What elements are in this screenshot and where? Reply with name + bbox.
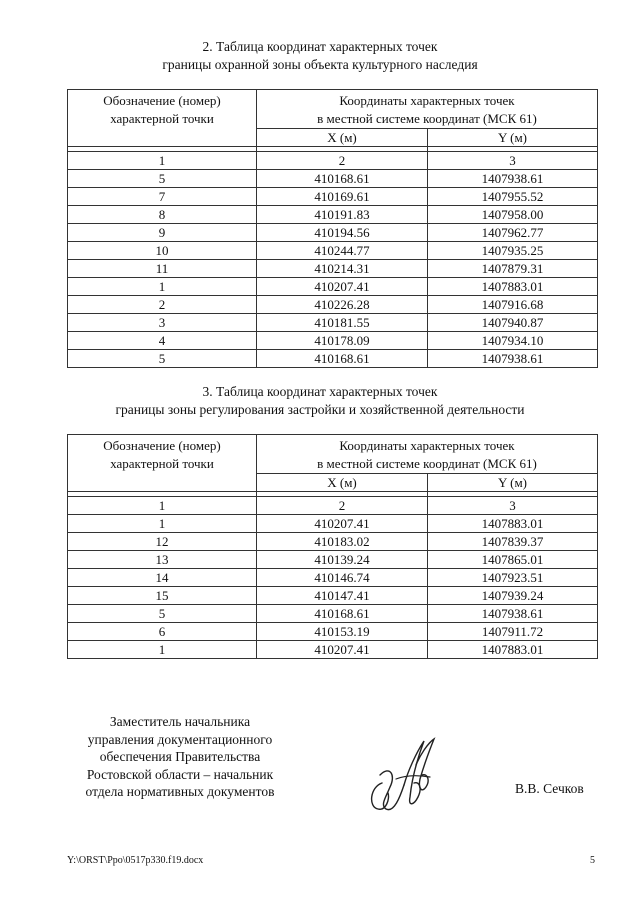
x-coordinate-cell: 410244.77: [257, 242, 428, 260]
y-coordinate-cell: 1407879.31: [428, 260, 598, 278]
table3-index-3: 3: [428, 497, 598, 515]
x-coordinate-cell: 410191.83: [257, 206, 428, 224]
y-coordinate-cell: 1407958.00: [428, 206, 598, 224]
point-cell: 10: [68, 242, 257, 260]
table3-coords-header: [257, 435, 598, 474]
table-row: [68, 533, 598, 551]
y-coordinate-cell: 1407916.68: [428, 296, 598, 314]
page-number: 5: [590, 855, 595, 866]
table2-caption-line2: границы охранной зоны объекта культурного наследия: [162, 57, 478, 72]
table-row: [68, 551, 598, 569]
point-cell: 2: [68, 296, 257, 314]
table2-index-2: 2: [257, 152, 428, 170]
table-row: [68, 587, 598, 605]
signer-name: В.В. Сечков: [515, 781, 584, 796]
table2-caption-line1: 2. Таблица координат характерных точек: [202, 39, 438, 54]
table3-index-2: 2: [257, 497, 428, 515]
x-coordinate-cell: 410168.61: [257, 170, 428, 188]
point-cell: 7: [68, 188, 257, 206]
y-coordinate-cell: 1407935.25: [428, 242, 598, 260]
table3-header-row: [68, 435, 598, 474]
point-cell: 5: [68, 605, 257, 623]
x-coordinate-cell: 410139.24: [257, 551, 428, 569]
signature-title-line: Заместитель начальника: [109, 714, 251, 729]
x-coordinate-cell: 410146.74: [257, 569, 428, 587]
y-coordinate-cell: 1407938.61: [428, 605, 598, 623]
y-coordinate-cell: 1407955.52: [428, 188, 598, 206]
y-coordinate-cell: 1407962.77: [428, 224, 598, 242]
table3-coords-header-line2: в местной системе координат (МСК 61): [317, 456, 537, 471]
table-row: [68, 569, 598, 587]
table2-point-header-line2: характерной точки: [110, 111, 214, 126]
table2-coordinates: [67, 89, 598, 368]
table-row: [68, 170, 598, 188]
point-cell: 3: [68, 314, 257, 332]
table3-y-header: Y (м): [428, 474, 598, 492]
table-row: [68, 188, 598, 206]
y-coordinate-cell: 1407883.01: [428, 641, 598, 659]
table-row: [68, 332, 598, 350]
table2-x-header: X (м): [257, 129, 428, 147]
x-coordinate-cell: 410194.56: [257, 224, 428, 242]
point-cell: 1: [68, 515, 257, 533]
signature-title-line: управления документационного: [87, 731, 273, 747]
x-coordinate-cell: 410207.41: [257, 278, 428, 296]
point-cell: 1: [68, 278, 257, 296]
point-cell: 12: [68, 533, 257, 551]
table2-index-1: 1: [68, 152, 257, 170]
table3-point-header-line1: Обозначение (номер): [103, 438, 221, 453]
footer-file-path: Y:\ORST\Ppo\0517p330.f19.docx: [67, 855, 204, 866]
table2-point-header: [68, 90, 257, 147]
point-cell: 4: [68, 332, 257, 350]
y-coordinate-cell: 1407923.51: [428, 569, 598, 587]
y-coordinate-cell: 1407938.61: [428, 350, 598, 368]
point-cell: 15: [68, 587, 257, 605]
table3-point-header-line2: характерной точки: [110, 456, 214, 471]
signature-title-line: Ростовской области – начальник: [86, 766, 274, 782]
table2-coords-header: [257, 90, 598, 129]
table-row: [68, 206, 598, 224]
table2-header-row: [68, 90, 598, 129]
handwritten-signature: [360, 735, 440, 815]
table-row: [68, 296, 598, 314]
y-coordinate-cell: 1407939.24: [428, 587, 598, 605]
table3-point-header: [68, 435, 257, 492]
table-row: [68, 278, 598, 296]
y-coordinate-cell: 1407883.01: [428, 278, 598, 296]
table-row: [68, 350, 598, 368]
table-row: [68, 515, 598, 533]
point-cell: 6: [68, 623, 257, 641]
table3-caption-line2: границы зоны регулирования застройки и хозяйственной деятельности: [115, 402, 525, 417]
y-coordinate-cell: 1407911.72: [428, 623, 598, 641]
x-coordinate-cell: 410168.61: [257, 605, 428, 623]
table-row: [68, 242, 598, 260]
y-coordinate-cell: 1407883.01: [428, 515, 598, 533]
point-cell: 11: [68, 260, 257, 278]
table3-coords-header-line1: Координаты характерных точек: [339, 438, 515, 453]
y-coordinate-cell: 1407865.01: [428, 551, 598, 569]
table3-coordinates: [67, 434, 598, 659]
point-cell: 9: [68, 224, 257, 242]
table-row: [68, 314, 598, 332]
point-cell: 5: [68, 350, 257, 368]
table3-caption-line1: 3. Таблица координат характерных точек: [202, 384, 438, 399]
point-cell: 8: [68, 206, 257, 224]
point-cell: 14: [68, 569, 257, 587]
y-coordinate-cell: 1407839.37: [428, 533, 598, 551]
table2-caption: [0, 38, 640, 74]
table3-index-1: 1: [68, 497, 257, 515]
x-coordinate-cell: 410153.19: [257, 623, 428, 641]
x-coordinate-cell: 410214.31: [257, 260, 428, 278]
table-row: [68, 224, 598, 242]
table2-index-row: [68, 152, 598, 170]
x-coordinate-cell: 410226.28: [257, 296, 428, 314]
signature-block-title: [70, 713, 290, 801]
signature-title-line: отдела нормативных документов: [85, 784, 275, 799]
table3-caption: [0, 383, 640, 419]
x-coordinate-cell: 410183.02: [257, 533, 428, 551]
table-row: [68, 641, 598, 659]
x-coordinate-cell: 410207.41: [257, 641, 428, 659]
table3-x-header: X (м): [257, 474, 428, 492]
x-coordinate-cell: 410169.61: [257, 188, 428, 206]
table2-y-header: Y (м): [428, 129, 598, 147]
point-cell: 13: [68, 551, 257, 569]
y-coordinate-cell: 1407934.10: [428, 332, 598, 350]
table2-coords-header-line2: в местной системе координат (МСК 61): [317, 111, 537, 126]
x-coordinate-cell: 410168.61: [257, 350, 428, 368]
y-coordinate-cell: 1407940.87: [428, 314, 598, 332]
signature-title-line: обеспечения Правительства: [99, 749, 261, 764]
point-cell: 5: [68, 170, 257, 188]
table2-index-3: 3: [428, 152, 598, 170]
x-coordinate-cell: 410147.41: [257, 587, 428, 605]
x-coordinate-cell: 410181.55: [257, 314, 428, 332]
table-row: [68, 260, 598, 278]
x-coordinate-cell: 410178.09: [257, 332, 428, 350]
table-row: [68, 605, 598, 623]
x-coordinate-cell: 410207.41: [257, 515, 428, 533]
y-coordinate-cell: 1407938.61: [428, 170, 598, 188]
point-cell: 1: [68, 641, 257, 659]
table3-index-row: [68, 497, 598, 515]
table2-coords-header-line1: Координаты характерных точек: [339, 93, 515, 108]
table-row: [68, 623, 598, 641]
table2-point-header-line1: Обозначение (номер): [103, 93, 221, 108]
